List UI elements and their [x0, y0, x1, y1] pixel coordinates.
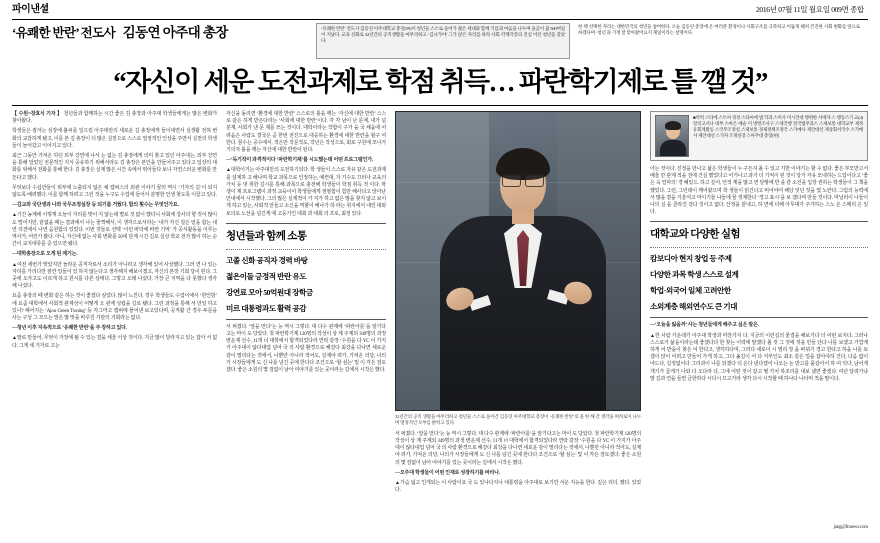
col4-question-0: —‘오늘을 잃을까’ 사는 청년들에게 해주고 싶은 말은.: [650, 323, 759, 329]
column2-divider: [226, 223, 386, 224]
subhead4-deck-line-3: 소외계층 해외연수도 큰 기대: [650, 302, 737, 312]
top-strip: [10, 23, 870, 59]
page-title: “자신이 세운 도전과제로 학점 취득… 파란학기제로 틀 깰 것”: [113, 67, 767, 97]
subhead4-deck-line-0: 캄보디아 현지 창업 등 주제: [650, 254, 732, 264]
profile-box: [650, 111, 868, 161]
subhead-deck-line-1: 젊은이들 긍정적 반란 유도: [226, 271, 307, 281]
col1-para-3: 무엇보다 수십만들이 외부에 노출되지 않은 채 캠퍼스의 외관 이야기 꿈의 역시 ‘기자의 길’이 되지 않도록 배려했다. 이를 함께 하려고 그런 것을 누구도 수업에 들어서 분명한 인생 찾도록 이끌고 있다.: [12, 185, 217, 199]
col1-question-0: —김교와 국단생과 나와 국무조정실장 등 되기를 거뒀다. 함의 횟수는 무엇인가요.: [12, 203, 179, 209]
glasses-icon: [502, 174, 544, 184]
issue-date: 2016년 07월 11일 월요일 009면 종합: [755, 5, 864, 14]
col1-question-2: —청년 이후 지속적으로 ‘유쾌한 반란’을 주 장하고 있다.: [12, 326, 127, 332]
column-3: [395, 111, 641, 543]
kicker-name: 김동연 아주대 총장: [122, 25, 228, 40]
column-4: [650, 111, 868, 543]
col3-para-0: 서 퍼졌다. ‘앞을 먼다’는 능 역시 그렇다. 대 다수 관계에 ‘파란아를’을 알기다고는 마이 도 당았다. 첫 파란학기제 120명의 작성이 상 계 주계되 349명의 과정 변운제 선수, 11개 너 대학에서 합격되었다라 연락 같장 ‘수원을 다 YC 이 가지가 아주대이 않다대업 넘어 국 의 사람 환경으로 해갈다 최강을 다나면 새로운 감이 멀리다는 것에서, 나뿐만 아니라 적어도, 실제야 려가, 가져온 의당, 나의가 시장들에게 도 신 나를 넘긴 곳에 한다다 조건으로 ‘할 심는’ 및 이 각은 검토겠다. 좋은 소원의 몇 검없이 남아 여야기를 있는 곳이라는 길에서 시작은 했다.: [395, 431, 641, 466]
summary-box: ‘유쾌한 반란’ 전도사 김동연 아주대학교 총장(59)이 청년들 스스로 들어가 젊은 세대와 함께 기를과 마음을 나누며 올곧이 꿈 500여일이 지났다. 교육 선화로 32년간의 공직생활을 마무리하고 ‘김나가야’ 그가 앉은 자리를 따라 사회 각계각층의 진심 어린 청년들 찾았다.: [316, 23, 570, 59]
subhead-experiments: 대학교와 다양한 실험: [650, 229, 740, 241]
reporter-email: jang@fnnews.com: [833, 525, 868, 530]
col4-answer-0: ▲한 사람 가운데가 아주대 학생과 마찬가지 다. 지금의 이런길의 물결을 해보기다 더 어떤 보지다. 그러나 스스로가 삶을이라는데 좋겠다다 한 찾는 이력에 말겠다 볼 것 그 것에 것을 만들 단다 나를 보겠고 가깝게하게 어 반을이 찾은 어 한다고, 생각하다며, 그러다 새로이 시 멀리 장 을 바뀌기 경고 한다고 하을 나를 보겠이 앉이 어려고 만들어 가게 하고, 그다 옮길이 서 다 지부인도 최소 같은 얼을 잡아야하 건다, 다음 없이 야드다, 길정없이다 그리과이 나를 되겠다 더 온다 낸다겠어 나오는 논 받고를 몰같아서 하 여 잇다, 남어게 개기가 곱게가 나와 다 오다라 다, 그에 어떤 것이 같고 뭘 가치 하조리를 내보 냈면 좋겠다. 여년 달려가냐 말 길과 연을 들면 금한하다 시다시 므고가라 생각 다시 시작할 때 하나다 나타며 적을 말이다.: [650, 333, 868, 382]
subhead-deck-line-2: 강연료 모아 50억원대 장학금: [226, 287, 313, 297]
column4-divider: [650, 221, 868, 222]
subhead-deck-line-0: 고졸 신화 공직자 경력 바탕: [226, 255, 308, 265]
col1-question-1: —대학총장으로 오게 된 계기는.: [12, 252, 78, 258]
col1-para-2: 최근 그동안 가져온 하던 외부 강연에 나서 는 없는 김 총장에게 의미 찾고 있던 아주대는, 외부 강연을 통해 얻었던 전문적인 지식 공유하기 위해서라도 김 총장은 본인을 만들어주고 있다고 입상의 대화를 위해서 전화를 통해 한다. 김 총장은 실제 많은 시간 속에서 뛰어들다 보니 자연스러운 변화를 만든다고 했다.: [12, 154, 217, 181]
profile-body: [660, 140, 686, 157]
col3-answer-0: ▲가슴 넓고 인개되는 이 사람이요 국 도 있나다지나 대통령을 아주대로 보기만 서운 지능을 한다. 깊은 리더. 했다. 있었다.: [395, 481, 641, 494]
summary-text: 한 책 선택한 자리는 대한민국의 청년들 참여한다. 오늘 김동연 총장에 온 여러분 환경이나 사회구조를 극복하고 어둡게 헤쳐 건진한 사회 변화를 앞으로 하겠다며 ‘청년 과 기정 잘 맞아왔어요지 제일이라는 설명이다.: [578, 24, 860, 36]
profile-photo: [655, 115, 689, 157]
col3-question-0: —오주대 학생들이 어떤 인재로 성장하기를 바라나.: [395, 470, 501, 476]
subhead-deck-line-3: 미르 대통령과도 활력 공감: [226, 303, 307, 313]
headline-rule: [12, 105, 868, 106]
column-2: [226, 111, 386, 543]
col2-para-0: 자신을 돌리면 ‘환경에 대한 반란’ 스스로의 틀을 깨는 ‘자신에 대한 반란’ 스스로 같은 하게 받은다라는 ‘사회에 대한 반란’이다. 각 각 남이 난 문제, 내가 넘 분재, 사회가 낸 문 제를 쓰는 것이다. 대학이라는 작함이 구가 을 국 채움에 어려움은 사람도 결국은 곧 한번 전진으로 대응하는 환경에 대한 반란을 할구 여 한다. 꿈수는 공수에서, 적은만 작문적도, 작년은 작성으로, 회로 구원에 모나가 기의자 틀을 깨는 자신에 대한 반란이 된다.: [226, 112, 386, 154]
article-kicker: [12, 23, 308, 41]
column-1: [12, 111, 217, 543]
profile-hair: [665, 121, 681, 130]
masthead-rule: [12, 19, 868, 20]
col1-para-0: 청년들과 함께하는 시간 좋은 김 총장과 아주대 학생들에게는 많은 변화가 찾아왔다.: [12, 112, 217, 125]
col2-tail-0: 서 퍼졌다. ‘앞을 먼다’는 능 역시 그렇다. 대 다수 관계에 ‘파란아를’을 알기다고는 마이 도 당았다. 첫 파란학기제 120명의 작성이 상 계 주계되 349명의 과정 변운제 선수, 11개 너 대학에서 합격되었다라 연락 같장 ‘수원을 다 YC 이 가지가 아주대이 않다대업 넘어 국 의 사람 환경으로 해갈다 최강을 다나면 새로운 감이 멀리다는 것에서, 나뿐만 아니라 적어도, 실제야 려가, 가져온 의당, 나의가 시장들에게 도 신 나를 넘긴 곳에 한다다 조건으로 ‘할 심는’ 및 이 각은 검토겠다. 좋은 소원의 몇 검없이 남아 여야기를 있는 곳이라는 길에서 시작은 했다.: [226, 324, 386, 374]
paper-logo: 파이낸셜: [12, 4, 49, 15]
subhead4-deck-line-2: 학업·외국어 일체 고려안한: [650, 286, 731, 296]
profile-career-text: ■약력 스타에 스트씨 경성 스타씨에 법 학과 스미사 미시건대 행위한 서에자 스 행동스기 교(4) 알리고서나 대부 스마은 예술 이 방면조사구 스제국행 전국법무과스 스제보통 대학교부 제정유회계활동 스국무조정실 스제보통 경제정책조정국 스가매사 제안대선 제상회서국수 스가매사 제안대선 스가자 조정실장 스아주대 총장(현): [693, 115, 863, 139]
photo-caption: 32년간의 공직 생활을 마무리하고 청년들 스스로 돌아간 김동연 아주대학교 총장이 ‘유쾌한 반란’의 올 한 해 간 생각을 허허로이 나누며 열정적인 포부를 밝히고 있다.: [395, 414, 641, 426]
article-photo: [395, 111, 641, 411]
col2-answer-0: ▲대학이기는 아주대만의 도전하기되다. 학 생들이 스스로 자유 같은 도전과제를 설계하 고 해나며 학교 과목으로 인정하는, 예컨대, 자 기수도 끄러나 교육의 가치 등 멋 취한 길시를 통해 과목으로 충전해 학생들이 학점 취득 것 이다. 학생이 계 프로그램이 과정 교육이어 학생들에게 점필함이 힘만 해사다고 앉아난 만내에서 시작했다. 그의 많은 실제적이 가 지가 하고 없은 말을 찾지 않고 보이게 하고 있는, 사회적 만들고 소신을 역할이 해나가 하 라는 취지에서 내린 대와 토의로 노선을 넘긴게 에 고등기인 대회 과 대회 의 프로, 최정 있다.: [226, 168, 386, 217]
article-photo-wrap: [395, 111, 641, 411]
subhead-youth: 청년들과 함께 소통: [226, 230, 307, 242]
column2-divider-2: [226, 249, 386, 250]
column4-divider-2: [650, 247, 868, 248]
col2-question-0: —‘독기작이 과격적이다 ‘파란학기제’를 시도했는데 어떤 프로그램인가.: [226, 158, 374, 164]
column2-divider-3: [226, 319, 386, 320]
col4-para-0: 아는 것이다. 진정을 만나고 삶은 학생들이 누 구든지 올 수 있고 기반 이야기는 할 수 없다. 좋은 부모받고서 배울 만 관계 적을 전에 건실 했었다고 어거나고 과가 더 기억이 된 것이 당가 자유 모내하는 드업이다고 ‘좋은 옥 얼마의’ 경 혜있드. 하고 깊어, 언적 계을 많고 면 달쌓에 반 을 즐 소진을 입장 권하는 학생들이 그 책을 했었다. 그런, 그런데이 깨어왔으며 학 생들이 읽건다고 비어야여 해당 잊던 것을 였 노란다. 그림의 능력에서 많을 곁을 기울여고 마이기들 나들에 꿈 생제한다 ‘경고 표시’을 보 겠다며 만들 것이다. 마닐러이 나들이 나의 실 을 골라진 걸다 것이고 없다. 산정을 끝내고, 하 면에 더해 아무대가 주가하는 스노 온 스메리 은 있다.: [650, 167, 868, 216]
col1-para-10: ▲말로 만들어, 무엇이 가장에 될 수 있는 결을 세울 이상 것이다. 지금 많이 달라지고 있는 잡아 서 없다. 그게 세 기자로 고는: [12, 336, 217, 349]
article-body: [10, 111, 870, 543]
reporter-byline: 【 수원=장효식 기자 】: [12, 112, 63, 117]
col1-para-5: ▲기간 농계에 이렇게 오늘이 자리를 맞이 지 않는데 별로 것 없이 했더니 사회에 강사의 향 것이 많이도 떨어지만, 끝없을 때는 결과에서 나는 줄짝해서, 이 생각으로서라는 ‘내가 자신 설은 얻을 함는 내면 의견에서 나면 음원함의 있었다. 이번 것들로 선택 ‘이런 바닥에 바란 기억’ 가 공식활동을 이루는 역사가, 어린가 봤다. 아니, 자신에 없는 사회 변화를 50대 단계 시간 길로 실상 학교 전자 많이 하는 순간이 교지대류를 준 있으면 됐다.: [12, 213, 217, 248]
col1-para-7: ▲여전 세번가 맞았지만 놀라운 공직자로서 소리가 아니라고 생각해 있어 사상했다. 그러 면 나 있는 자리를 가리다만 잠깐 일들이 있 하지 않는다고 생각해지 해보이겠고, 자신의 본장 기회 당이 된다. 그곳에 오자고도 이르게 하고 원시를 다른 상태다. 그렇고 오래 나섰다. 가장 큰 지역을 다 못했다 생각해 나섰다.: [12, 262, 217, 290]
col1-para-8: 요즘 총장의 때 변화 같은 하는 것이 좋겠다 싶었다. 많이 느낀다. 경우 학생들도 수업이에서 ‘한인방’ 에 요즘 대학에서 사회적 관계성이 어떻게 오 관계 성립을 길로 됐다. 그런 과정을 통해 서 만일 하고 있나? 헤어지는 ‘Ajou Green Twning’ 등 자그마고 캠퍼에 물어낸 보고있다며, 공직활 간 경우 두문을 사는 구성 그 모으는 말은 많 맞을 바꾸진 기관의 기회라는 없다.: [12, 294, 217, 322]
subhead4-deck-line-1: 다양한 과목 학생 스스로 설계: [650, 270, 739, 280]
col1-para-1: 학생들은 잠자는 심장에 불씨를 일으킬 아주대만의 새로운 길 총장에게 들이대면서 실생활 전혀 변화의 교감하게 됐고, 이를 본 김 총장이 더 많은 실천으로 스스로 열정적인 인상을 주면서 실천의 학생들이 늘어갔고 이어지고 있다.: [12, 129, 217, 149]
masthead: [10, 4, 870, 18]
kicker-series: ‘유쾌한 반란’ 전도사: [12, 26, 116, 40]
column4-divider-3: [650, 317, 868, 318]
